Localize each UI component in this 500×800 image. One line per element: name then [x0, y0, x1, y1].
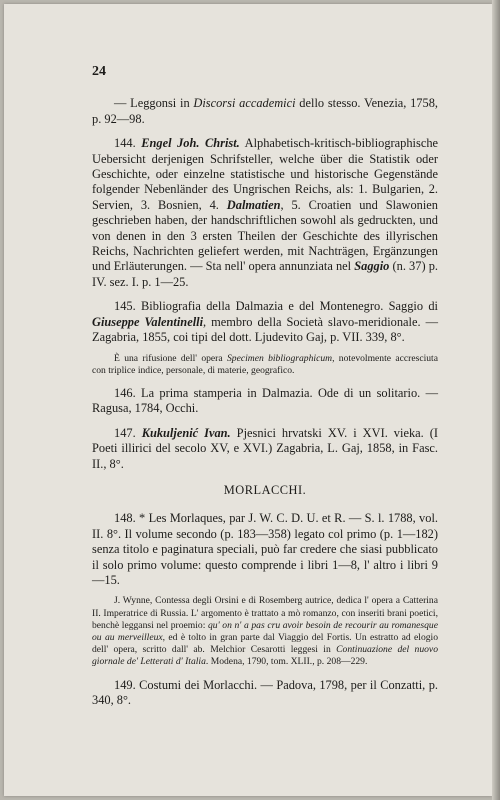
note-text: . Modena, 1790, tom. XLII., p. 208—229.: [205, 656, 368, 668]
entry-text: Pjesnici hrvatski XV. i XVI. vieka. (I Poeti illirici del secolo XV, e XVI.) Zagabria, L. Gaj, 1858, in Fasc. II., 8°.: [92, 425, 438, 471]
page-edge-shadow: [492, 0, 500, 800]
entry-text: , membro della Società slavo-meridionale. — Zagabria, 1855, coi tipi del dott. Ljudevito Gaj, p. VII. 339, 8°.: [92, 314, 438, 345]
entry-text: , 5. Croatien und Slawonien geschrieben haben, der handschriftlichen sowohl als gedruckten, und von denen in den 3 ersten Theilen der Geschichte des illyrischen Reichs, Nachrichten geliefert werden, mit Nachträgen, Ergänzungen und Erläuterungen. — Sta nell' opera annunziata nel: [92, 197, 438, 274]
entry-145: [92, 299, 438, 345]
page-content: [92, 64, 438, 717]
entry-text: (n. 37) p. IV. sez. I. p. 1—25.: [92, 259, 438, 289]
note-italic: Specimen bibliographicum: [226, 352, 333, 364]
page-number: 24: [92, 64, 106, 79]
entry-emphasis: Dalmatien: [226, 197, 281, 212]
note-text: , ed è tolto in gran parte dal Viaggio del Fortis. Un estratto ad elogio dell' opera, scritto dall' ab. Melchior Cesarotti leggesi in: [92, 631, 439, 656]
note-text: , notevolmente accresciuta con triplice indice, personale, di materie, geografico.: [92, 352, 438, 376]
note-italic: qu' on n' a pas cru avoir besoin de recourir au romanesque ou au merveilleux: [92, 619, 438, 643]
note-145: [92, 353, 438, 377]
entry-emphasis: Saggio: [354, 259, 390, 274]
entry-149: 149. Costumi dei Morlacchi. — Padova, 1798, per il Conzatti, p. 340, 8°.: [92, 677, 438, 707]
entry-continuation: [92, 96, 438, 127]
entry-number: 144.: [114, 136, 142, 151]
entry-text: 145. Bibliografia della Dalmazia e del Montenegro. Saggio di: [114, 299, 438, 314]
entry-number: 147.: [114, 425, 142, 440]
entry-text: — Leggonsi in: [114, 96, 194, 111]
note-text: J. Wynne, Contessa degli Orsini e di Rosemberg autrice, dedica l' opera a Catterina II. Imperatrice di Russia. L' argomento è trattato a mò romanzo, con inseriti brani poetici, benchè leggansi nel proemio:: [92, 595, 438, 631]
entry-author: Giuseppe Valentinelli: [92, 314, 204, 329]
section-heading: MORLACCHI.: [223, 482, 307, 497]
note-text: È una rifusione dell' opera: [114, 352, 227, 364]
entry-title-italic: Discorsi accademici: [193, 96, 296, 111]
entry-text: Alphabetisch-kritisch-bibliographische Uebersicht derjenigen Schrifsteller, welche über die Statistik oder Geschichte, oder einzelne statistische und historische Gegenstände folgender Nebenländer des Ungrischen Reichs, als: 1. Bulgarien, 2. Servien, 3. Bosnien, 4.: [92, 136, 439, 212]
entry-text: dello stesso. Venezia, 1758, p. 92—98.: [92, 96, 438, 126]
entry-148: 148. * Les Morlaques, par J. W. C. D. U. et R. — S. l. 1788, vol. II. 8°. Il volume secondo (p. 183—358) legato col primo (p. 1—182) senza titolo e paginatura speciali, può far credere che siasi pubblicato il solo primo volume: questo comprende i libri 1—8, l' altro i libri 9—15.: [92, 511, 438, 587]
entry-author: Kukuljenić Ivan.: [141, 425, 231, 440]
entry-author: Engel Joh. Christ.: [141, 136, 240, 151]
entry-144: [92, 136, 438, 290]
entry-147: [92, 426, 438, 472]
note-italic: Continuazione del nuovo giornale de' Letterati d' Italia: [92, 644, 438, 668]
entry-146: 146. La prima stamperia in Dalmazia. Ode di un solitario. — Ragusa, 1784, Occhi.: [92, 385, 438, 416]
note-148: [92, 595, 438, 668]
